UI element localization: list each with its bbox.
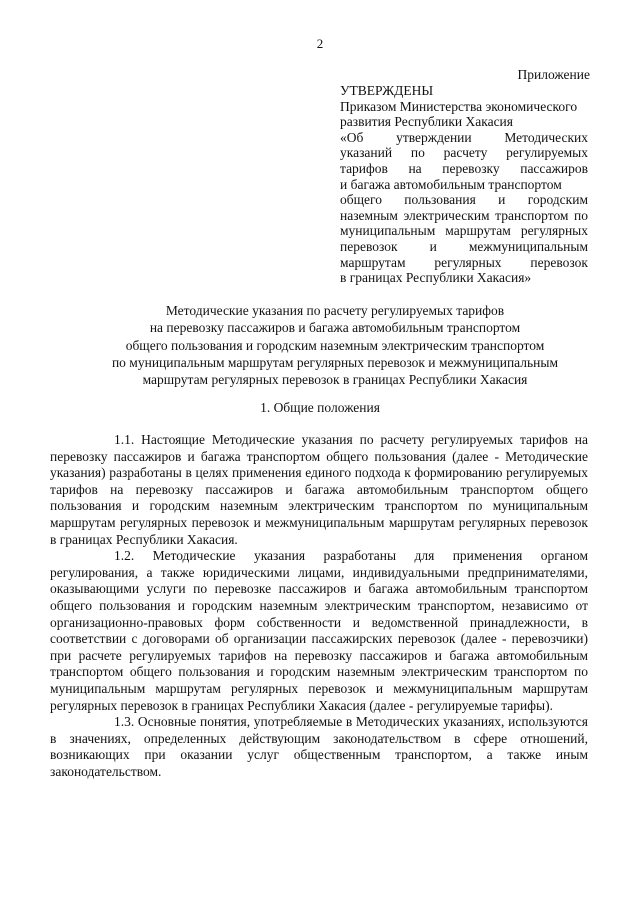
approval-line: наземным электрическим транспортом по bbox=[340, 207, 588, 223]
approval-line: в границах Республики Хакасия» bbox=[340, 270, 532, 286]
approval-line: тарифов на перевозку пассажиров bbox=[340, 160, 588, 176]
approval-line: Приказом Министерства экономического bbox=[340, 98, 578, 114]
title-line: маршрутам регулярных перевозок в границах Республики Хакасия bbox=[142, 372, 528, 388]
approval-block bbox=[340, 83, 588, 286]
page-number: 2 bbox=[316, 36, 324, 51]
approval-line: перевозок и межмуниципальным bbox=[340, 238, 588, 254]
body-text bbox=[50, 432, 588, 780]
approval-line: развития Республики Хакасия bbox=[340, 114, 513, 130]
approval-line: указаний по расчету регулируемых bbox=[340, 145, 588, 161]
approval-heading: УТВЕРЖДЕНЫ bbox=[340, 83, 434, 98]
appendix-label: Приложение bbox=[517, 67, 590, 82]
title-line: Методические указания по расчету регулируемых тарифов bbox=[165, 303, 505, 318]
approval-line: маршрутам регулярных перевозок bbox=[340, 254, 588, 270]
document-title bbox=[80, 302, 590, 388]
approval-line: общего пользования и городским bbox=[340, 192, 588, 208]
approval-line: и багажа автомобильным транспортом bbox=[340, 176, 562, 192]
approval-line: муниципальным маршрутам регулярных bbox=[340, 223, 588, 239]
paragraph-1-3: 1.3. Основные понятия, употребляемые в Методических указаниях, используются в значениях, определенных действующим законодательством в сфере отношений, возникающих при оказании услуг общественным транспортом, а также иным законодательством. bbox=[50, 714, 588, 779]
title-line: общего пользования и городским наземным электрическим транспортом bbox=[125, 337, 545, 353]
title-line: по муниципальным маршрутам регулярных перевозок и межмуниципальным bbox=[111, 354, 559, 370]
section-heading: 1. Общие положения bbox=[260, 400, 380, 415]
approval-line: «Об утверждении Методических bbox=[340, 129, 588, 145]
paragraph-1-2: 1.2. Методические указания разработаны для применения органом регулирования, а также юридическими лицами, индивидуальными предпринимателями, оказывающими услуги по перевозке пассажиров и багажа автомобильным транспортом общего пользования и городским наземным электрическим транспортом, независимо от организационно-правовых форм собственности и ведомственной принадлежности, в соответствии с договорами об организации пассажирских перевозок (далее - перевозчики) при расчете регулируемых тарифов на перевозку пассажиров и багажа автомобильным транспортом общего пользования и городским наземным электрическим транспортом по муниципальным маршрутам регулярных перевозок и межмуниципальным маршрутам регулярных перевозок в границах Республики Хакасия (далее - регулируемые тарифы). bbox=[50, 548, 588, 713]
paragraph-1-1: 1.1. Настоящие Методические указания по расчету регулируемых тарифов на перевозку пассажиров и багажа транспортом общего пользования (далее - Методические указания) разработаны в целях применения единого подхода к формированию регулируемых тарифов на перевозку пассажиров и багажа автомобильным транспортом общего пользования и городским наземным электрическим транспортом по муниципальным маршрутам регулярных перевозок и межмуниципальным маршрутам регулярных перевозок в границах Республики Хакасия. bbox=[50, 432, 588, 547]
title-line: на перевозку пассажиров и багажа автомобильным транспортом bbox=[149, 320, 521, 336]
